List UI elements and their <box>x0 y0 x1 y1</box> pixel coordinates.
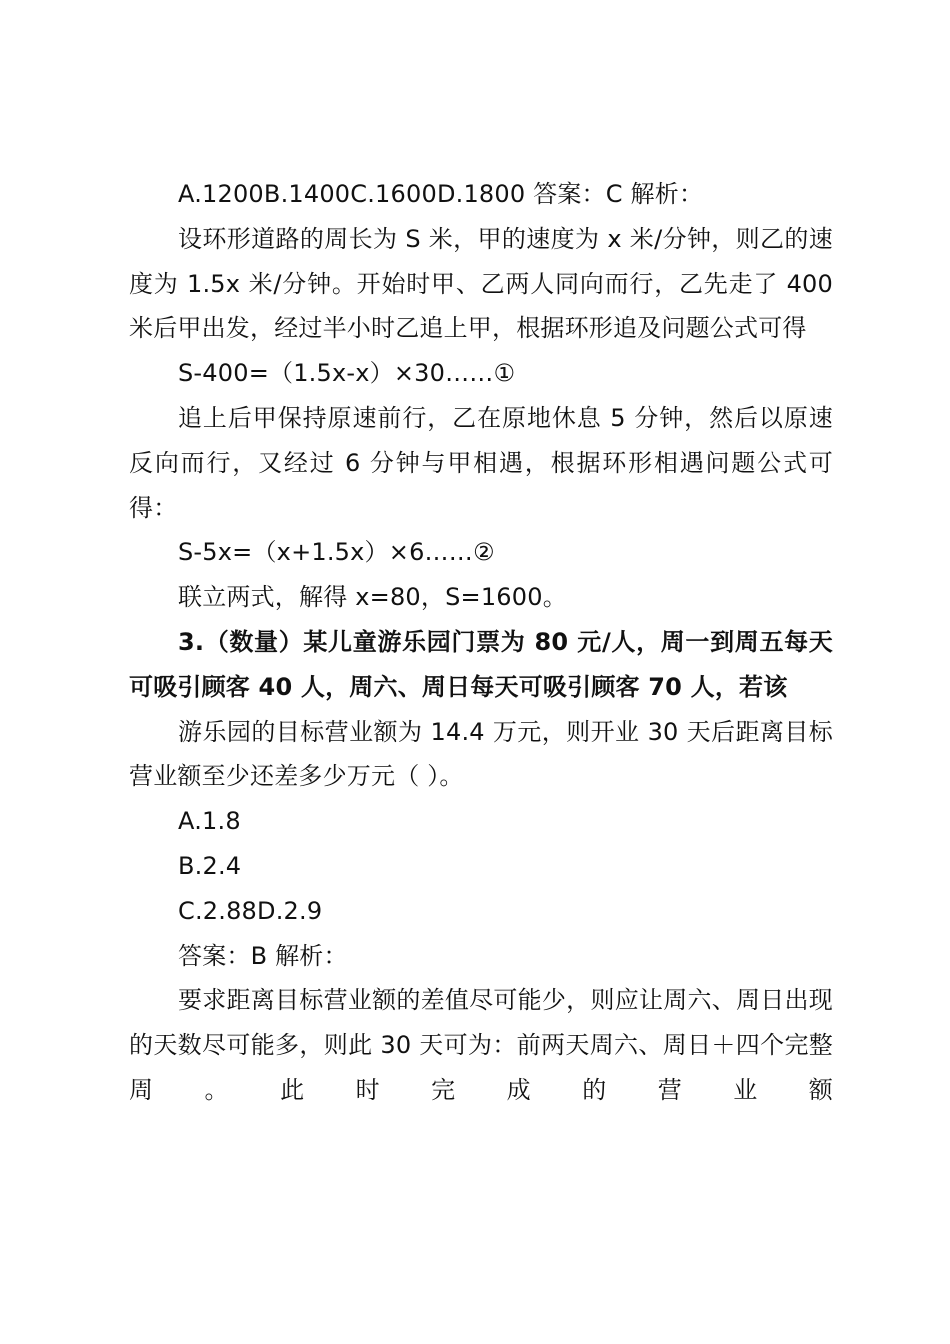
answer-line: 答案：B 解析： <box>178 941 348 970</box>
equation-2: S-5x=（x+1.5x）×6……② <box>178 538 495 567</box>
question-3-body: 游乐园的目标营业额为 14.4 万元，则开业 30 天后距离目标营业额至少还差多少万元（ ）。 <box>129 717 833 791</box>
option-c-d: C.2.88D.2.9 <box>178 896 323 925</box>
document-body <box>129 172 833 1113</box>
equation-1: S-400=（1.5x-x）×30……① <box>178 359 516 388</box>
question-3-heading: 3.（数量）某儿童游乐园门票为 80 元/人，周一到周五每天可吸引顾客 40 人，周六、周日每天可吸引顾客 70 人，若该 <box>129 627 833 701</box>
option-b: B.2.4 <box>178 851 242 880</box>
solution-paragraph: 追上后甲保持原速前行，乙在原地休息 5 分钟，然后以原速反向而行，又经过 6 分钟与甲相遇，根据环形相遇问题公式可得： <box>129 403 833 522</box>
solution-result: 联立两式，解得 x=80，S=1600。 <box>178 583 567 612</box>
solution-paragraph: 设环形道路的周长为 S 米，甲的速度为 x 米/分钟，则乙的速度为 1.5x 米/分钟。开始时甲、乙两人同向而行，乙先走了 400 米后甲出发，经过半小时乙追上甲，根据环形追及问题公式可得 <box>129 224 833 343</box>
option-a: A.1.8 <box>178 807 241 836</box>
answer-options-line: A.1200B.1400C.1600D.1800 答案：C 解析： <box>178 180 704 208</box>
solution-paragraph: 要求距离目标营业额的差值尽可能少，则应让周六、周日出现的天数尽可能多，则此 30 天可为：前两天周六、周日＋四个完整周。此时完成的营业额 <box>129 986 833 1104</box>
